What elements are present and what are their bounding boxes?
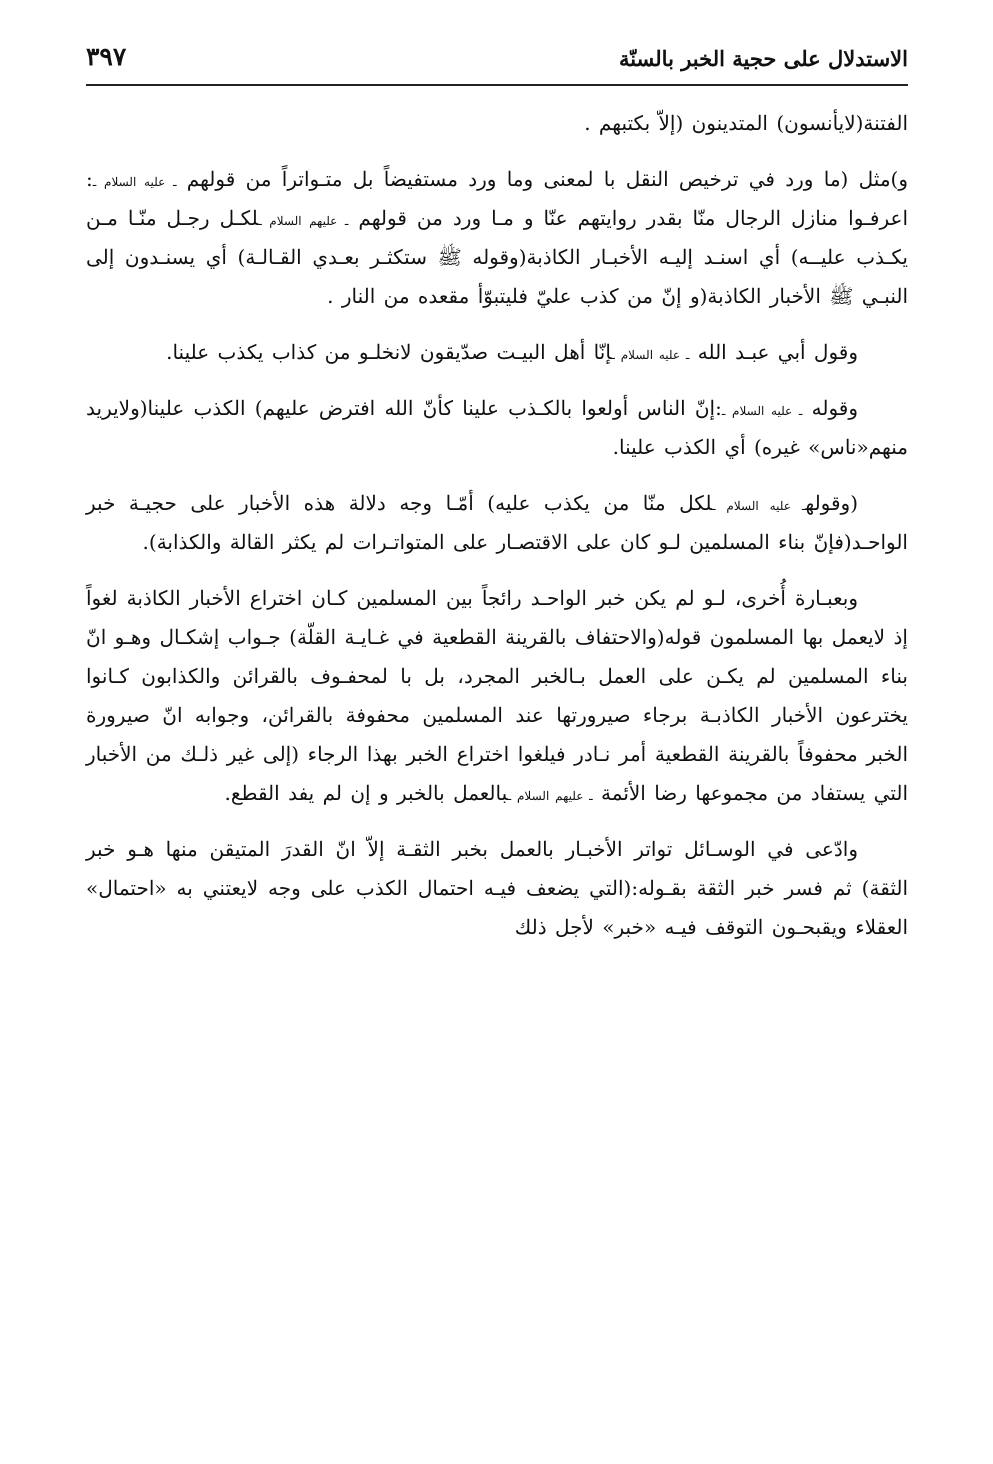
paragraph: [86, 333, 908, 372]
text-run: و)مثل (ما ورد في ترخيص النقل با لمعنى وما ورد مستفيضاً بل متـواتراً من قولهم: [176, 167, 908, 191]
text-run: (وقوله: [805, 491, 859, 515]
text-run: :إنّ الناس أولعوا بالكـذب علينا كأنّ الله افترض عليهم) الكذب علينا(ولايريد منهم«ناس» غيره) أي الكذب علينا.: [86, 396, 908, 459]
text-run: وقوله: [802, 396, 858, 420]
page-number: ٣٩٧: [86, 42, 127, 71]
text-run: : اعرفـوا منازل الرجال منّا بقدر روايتهم عنّا و مـا ورد من قولهم: [86, 167, 909, 230]
honorific-phrase: ـ عليه السلام ـ: [611, 348, 690, 362]
body-text: [86, 104, 908, 947]
paragraph: [86, 160, 908, 316]
text-run: بالعمل بالخبر و إن لم يفد القطع.: [224, 781, 508, 805]
book-page: [86, 40, 908, 1440]
text-run: لكل منّا من يكذب عليه) أمّـا وجه دلالة هذه الأخبار على حجيـة خبر الواحـد(فإنّ بناء المسلمين لـو كان على الاقتصـار على المتواتـرات لم يكثر القالة والكذابة).: [86, 491, 908, 554]
paragraph: [86, 104, 908, 143]
paragraph: [86, 484, 908, 562]
paragraph: [86, 579, 908, 813]
running-header: [86, 40, 908, 86]
paragraph: [86, 830, 908, 947]
honorific-phrase: ـ عليه السلام ـ: [92, 175, 177, 189]
honorific-phrase: ـ عليهم السلام ـ: [258, 214, 349, 228]
paragraph: [86, 389, 908, 467]
text-run: وبعبـارة أُخرى، لـو لم يكن خبر الواحـد رائجاً بين المسلمين كـان اختراع الأخبار الكاذبة لغواً إذ لايعمل بها المسلمون قوله(والاحتفاف بالقرينة القطعية في غـايـة القلّة) جـواب إشكـال وهـو انّ بناء المسلمين لم يكـن على العمل بـالخبر المجرد، بل با لمحفـوف بالقرائن والكذابون كـانوا يخترعون الأخبار الكاذبـة برجاء صيرورتها عند المسلمين محفوفة بالقرائن، وجوابه انّ صيرورة الخبر محفوفاً بالقرينة القطعية أمر نـادر فيلغوا اختراع الخبر بهذا الرجاء (إلى غير ذلـك من الأخبار التي يستفاد من مجموعها رضا الأئمة: [86, 586, 908, 805]
honorific-phrase: ـ عليه السلام ـ: [721, 404, 803, 418]
text-run: إنّا أهل البيـت صدّيقون لانخلـو من كذاب يكذب علينا.: [166, 340, 612, 364]
text-run: لكـل رجـل منّـا مـن يكـذب عليــه) أي اسنـد إليـه الأخبـار الكاذبة(وقوله ﷺ ستكثـر بعـدي القـالـة) أي يسنـدون إلى النبـي ﷺ الأخبار الكاذبة(و إنّ من كذب عليّ فليتبوّأ مقعده من النار .: [86, 206, 908, 308]
chapter-title: الاستدلال على حجية الخبر بالسنّة: [618, 46, 908, 71]
text-run: وادّعى في الوسـائل تواتر الأخبـار بالعمل بخبر الثقـة إلاّ انّ القدرَ المتيقن منها هـو خبر الثقة) ثم فسر خبر الثقة بقـوله:(التي يضعف فيـه احتمال الكذب على وجه لايعتني به «احتمال» العقلاء ويقبحـون التوقف فيـه «خبر» لأجل ذلك: [86, 837, 909, 939]
honorific-phrase: ـ عليهم السلام ـ: [507, 789, 593, 803]
text-run: وقول أبي عبـد الله: [689, 340, 858, 364]
text-run: الفتنة(لايأنسون) المتدينون (إلاّ بكتبهم .: [584, 111, 908, 135]
honorific-phrase: ـ عليه السلام ـ: [711, 499, 806, 513]
